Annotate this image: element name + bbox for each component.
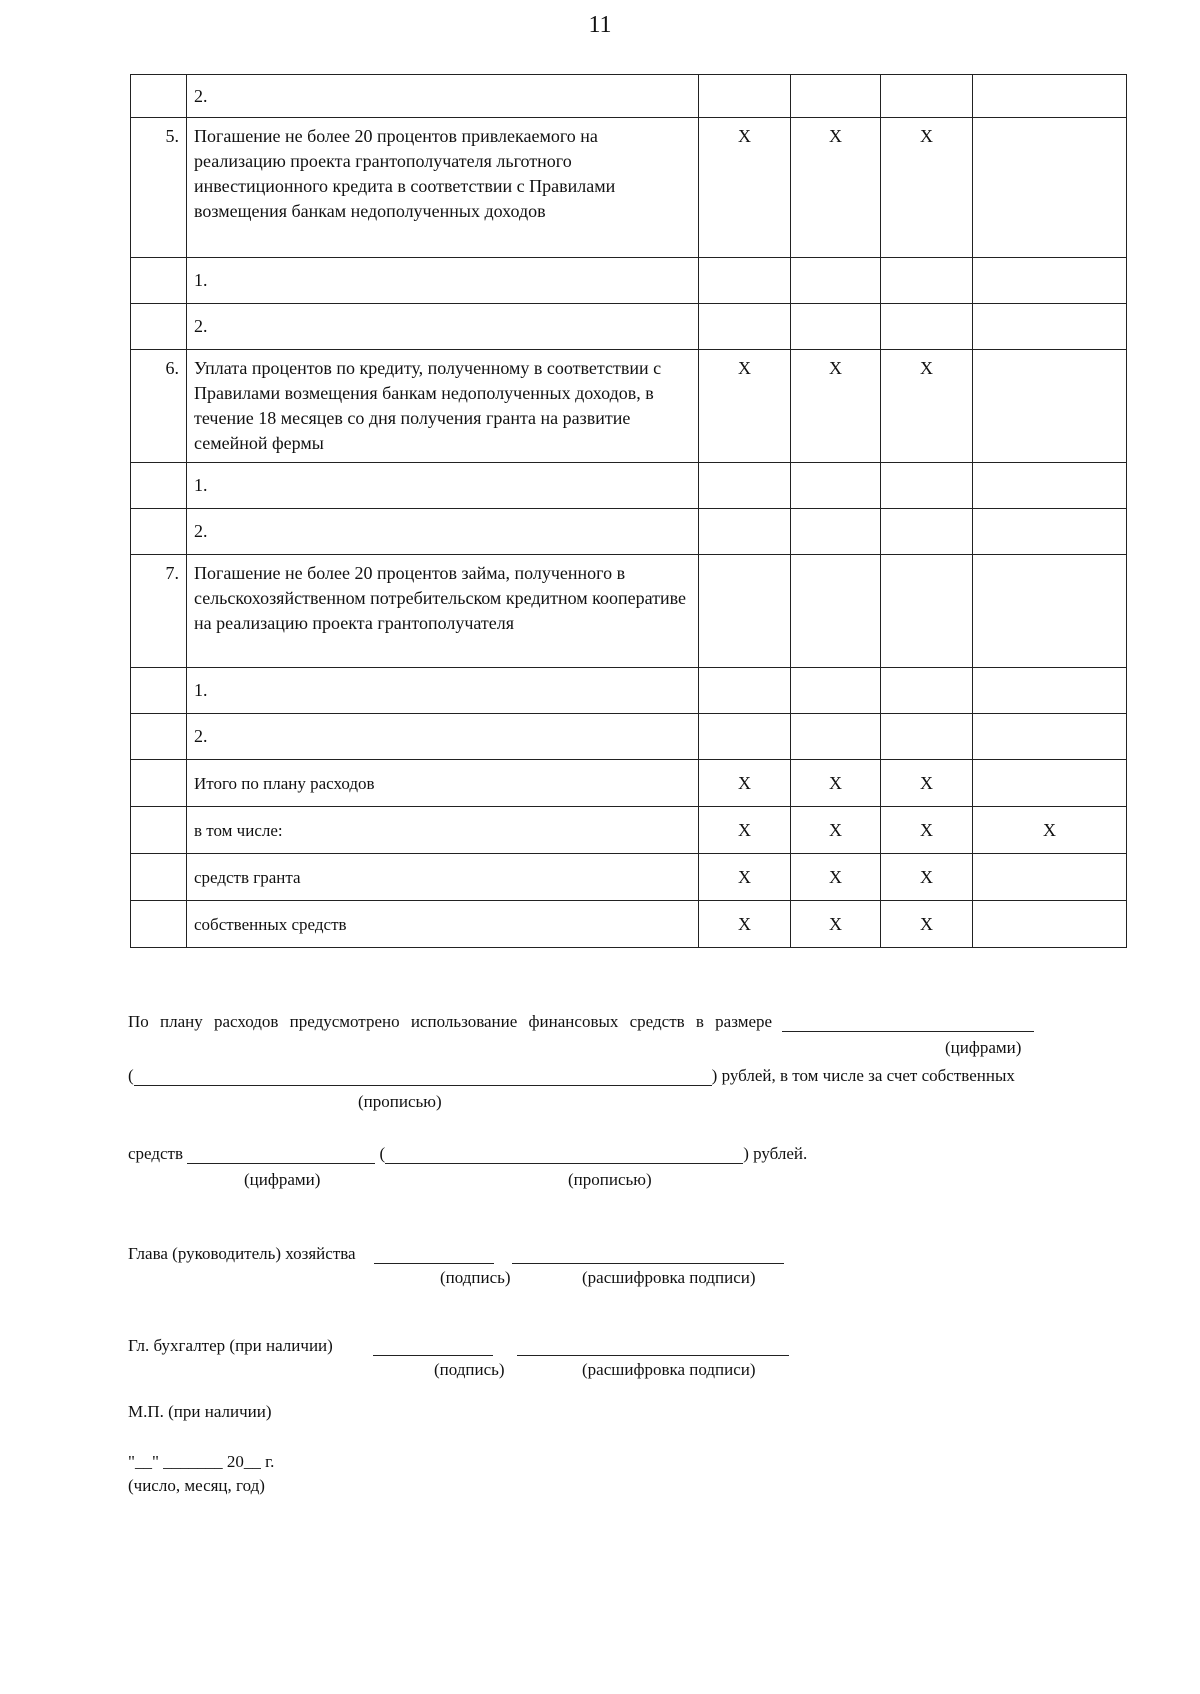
mark-cell: X	[699, 807, 791, 854]
accountant-decode-caption: (расшифровка подписи)	[582, 1360, 756, 1379]
mark-cell: X	[791, 807, 881, 854]
row-title: Погашение не более 20 процентов привлекаемого на реализацию проекта грантополучателя льготного инвестиционного кредита в соответствии с Правилами возмещения банкам недополученных доходов	[187, 118, 699, 258]
own-funds-digits-caption: (цифрами)	[244, 1170, 321, 1189]
mark-cell	[881, 714, 973, 760]
mark-cell	[791, 75, 881, 118]
row-number	[131, 807, 187, 854]
row-number: 5.	[131, 118, 187, 258]
row-title: 2.	[187, 304, 699, 350]
total-row	[131, 760, 1127, 807]
date-caption: (число, месяц, год)	[128, 1476, 265, 1495]
amount-words-line	[128, 1066, 1015, 1086]
mark-cell: X	[881, 350, 973, 463]
rubles-end-text: ) рублей.	[743, 1144, 808, 1163]
total-row	[131, 854, 1127, 901]
mark-cell	[699, 75, 791, 118]
sub-row	[131, 714, 1127, 760]
head-signature-caption: (подпись)	[440, 1268, 511, 1287]
row-number: 7.	[131, 555, 187, 668]
head-label: Глава (руководитель) хозяйства	[128, 1244, 356, 1263]
item-row	[131, 118, 1127, 258]
sub-row	[131, 463, 1127, 509]
plan-amount-line	[128, 1012, 1034, 1032]
row-number	[131, 463, 187, 509]
row-number	[131, 854, 187, 901]
mark-cell	[973, 668, 1127, 714]
mark-cell: X	[973, 807, 1127, 854]
mark-cell	[699, 304, 791, 350]
mark-cell: X	[699, 350, 791, 463]
head-decode-field[interactable]	[512, 1245, 784, 1264]
row-title: 1.	[187, 463, 699, 509]
mark-cell	[973, 714, 1127, 760]
mark-cell	[791, 258, 881, 304]
mark-cell: X	[699, 118, 791, 258]
total-row	[131, 901, 1127, 948]
mark-cell	[791, 668, 881, 714]
mark-cell	[791, 509, 881, 555]
mark-cell	[881, 258, 973, 304]
mark-cell	[973, 258, 1127, 304]
accountant-signature-field[interactable]	[373, 1337, 493, 1356]
mark-cell: X	[881, 807, 973, 854]
own-funds-line	[128, 1144, 807, 1164]
row-number	[131, 668, 187, 714]
mark-cell	[791, 714, 881, 760]
mark-cell	[973, 901, 1127, 948]
sub-row	[131, 668, 1127, 714]
expense-plan-table	[130, 74, 1127, 948]
mark-cell	[881, 668, 973, 714]
row-title: в том числе:	[187, 807, 699, 854]
mark-cell: X	[791, 901, 881, 948]
item-row	[131, 350, 1127, 463]
mark-cell	[699, 509, 791, 555]
head-decode-caption: (расшифровка подписи)	[582, 1268, 756, 1287]
mark-cell	[973, 555, 1127, 668]
date-line: "__" _______ 20__ г.	[128, 1452, 275, 1471]
mark-cell	[973, 350, 1127, 463]
head-signature-row	[128, 1244, 784, 1264]
row-title: 2.	[187, 75, 699, 118]
accountant-decode-field[interactable]	[517, 1337, 789, 1356]
sub-row	[131, 258, 1127, 304]
mark-cell: X	[791, 854, 881, 901]
mark-cell: X	[699, 854, 791, 901]
row-title: Погашение не более 20 процентов займа, полученного в сельскохозяйственном потребительском кредитном кооперативе на реализацию проекта грантополучателя	[187, 555, 699, 668]
row-number: 6.	[131, 350, 187, 463]
total-row	[131, 807, 1127, 854]
row-number	[131, 714, 187, 760]
mark-cell	[973, 304, 1127, 350]
mark-cell	[881, 463, 973, 509]
row-title: 1.	[187, 258, 699, 304]
mark-cell	[699, 258, 791, 304]
amount-words-caption: (прописью)	[358, 1092, 442, 1111]
mark-cell: X	[881, 118, 973, 258]
mark-cell	[973, 463, 1127, 509]
sub-row	[131, 509, 1127, 555]
funds-text: средств	[128, 1144, 184, 1163]
amount-digits-caption: (цифрами)	[945, 1038, 1022, 1057]
mark-cell: X	[791, 118, 881, 258]
mark-cell: X	[881, 901, 973, 948]
mark-cell	[699, 463, 791, 509]
own-funds-digits-field[interactable]	[187, 1145, 375, 1164]
accountant-signature-caption: (подпись)	[434, 1360, 505, 1379]
mark-cell	[791, 463, 881, 509]
mark-cell: X	[881, 760, 973, 807]
stamp-label: М.П. (при наличии)	[128, 1402, 272, 1421]
row-title: Итого по плану расходов	[187, 760, 699, 807]
row-title: собственных средств	[187, 901, 699, 948]
head-signature-field[interactable]	[374, 1245, 494, 1264]
mark-cell	[973, 854, 1127, 901]
own-funds-words-field[interactable]	[385, 1145, 743, 1164]
row-title: средств гранта	[187, 854, 699, 901]
row-number	[131, 75, 187, 118]
mark-cell: X	[791, 760, 881, 807]
own-funds-words-caption: (прописью)	[568, 1170, 652, 1189]
row-title: Уплата процентов по кредиту, полученному в соответствии с Правилами возмещения банкам недополученных доходов, в течение 18 месяцев со дня получения гранта на развитие семейной фермы	[187, 350, 699, 463]
mark-cell	[973, 118, 1127, 258]
row-title: 2.	[187, 714, 699, 760]
mark-cell	[699, 714, 791, 760]
mark-cell: X	[791, 350, 881, 463]
open-paren-2: (	[379, 1144, 386, 1163]
mark-cell	[699, 668, 791, 714]
mark-cell	[791, 555, 881, 668]
mark-cell: X	[699, 760, 791, 807]
row-title: 2.	[187, 509, 699, 555]
page-number: 11	[588, 12, 612, 38]
rubles-own-text: ) рублей, в том числе за счет собственных	[711, 1066, 1015, 1085]
accountant-signature-row	[128, 1336, 789, 1356]
row-number	[131, 258, 187, 304]
mark-cell	[699, 555, 791, 668]
mark-cell: X	[881, 854, 973, 901]
sub-row	[131, 75, 1127, 118]
mark-cell	[973, 760, 1127, 807]
amount-words-field[interactable]	[134, 1067, 712, 1086]
mark-cell: X	[699, 901, 791, 948]
sub-row	[131, 304, 1127, 350]
mark-cell	[881, 509, 973, 555]
mark-cell	[881, 304, 973, 350]
plan-amount-text: По плану расходов предусмотрено использование финансовых средств в размере	[128, 1012, 773, 1031]
row-number	[131, 760, 187, 807]
row-title: 1.	[187, 668, 699, 714]
mark-cell	[973, 75, 1127, 118]
mark-cell	[791, 304, 881, 350]
row-number	[131, 901, 187, 948]
amount-digits-field[interactable]	[782, 1013, 1034, 1032]
open-paren: (	[128, 1066, 134, 1085]
accountant-label: Гл. бухгалтер (при наличии)	[128, 1336, 333, 1355]
mark-cell	[973, 509, 1127, 555]
row-number	[131, 304, 187, 350]
mark-cell	[881, 75, 973, 118]
mark-cell	[881, 555, 973, 668]
item-row	[131, 555, 1127, 668]
row-number	[131, 509, 187, 555]
